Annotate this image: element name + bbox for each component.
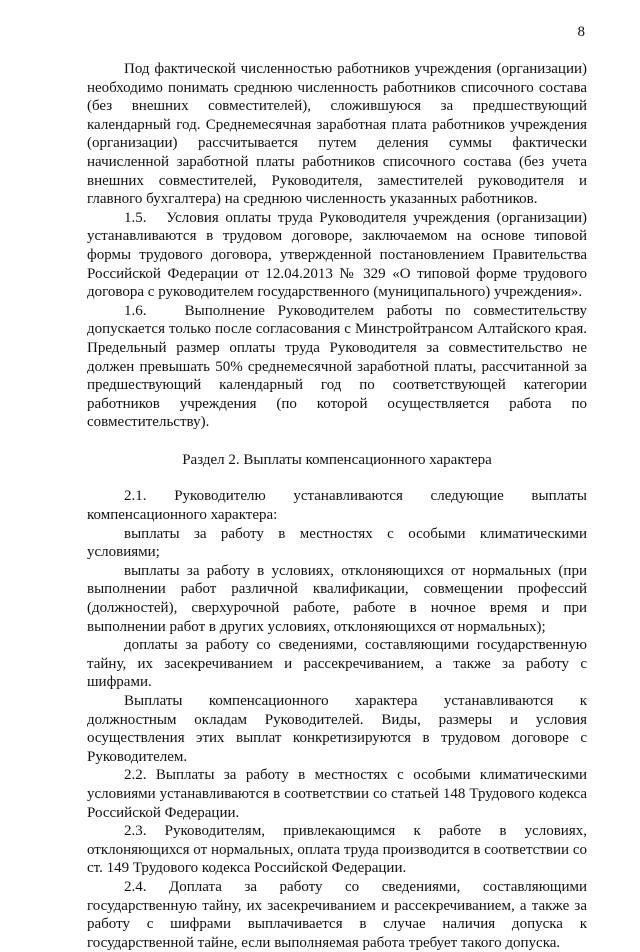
- paragraph-2-1: 2.1. Руководителю устанавливаются следующие выплаты компенсационного характера:: [87, 488, 587, 524]
- page-number: 8: [577, 24, 585, 40]
- document-body: [87, 60, 587, 952]
- list-item-abnormal-conditions: выплаты за работу в условиях, отклоняющихся от нормальных (при выполнении работ различной квалификации, совмещении профессий (должностей), сверхурочной работе, работе в ночное время и при выполнении работ в других условиях, отклоняющихся от нормальных);: [87, 562, 587, 635]
- paragraph-2-3: 2.3. Руководителям, привлекающимся к работе в условиях, отклоняющихся от нормальных, оплата труда производится в соответствии со ст. 149 Трудового кодекса Российской Федерации.: [87, 823, 587, 877]
- paragraph-compensation-salaries: Выплаты компенсационного характера устанавливаются к должностным окладам Руководителей. Виды, размеры и условия осуществления этих выплат конкретизируются в трудовом договоре с Руководителем.: [87, 693, 587, 765]
- section-2-heading: Раздел 2. Выплаты компенсационного характера: [182, 451, 492, 468]
- list-item-climate-payments: выплаты за работу в местностях с особыми климатическими условиями;: [87, 525, 587, 561]
- paragraph-1-5: 1.5. Условия оплаты труда Руководителя учреждения (организации) устанавливаются в трудовом договоре, заключаемом на основе типовой формы трудового договора, утвержденной постановлением Правительства Российской Федерации от 12.04.2013 № 329 «О типовой форме трудового договора с руководителем государственного (муниципального) учреждения».: [87, 209, 587, 301]
- paragraph-2-2: 2.2. Выплаты за работу в местностях с особыми климатическими условиями устанавливаются в соответствии со статьей 148 Трудового кодекса Российской Федерации.: [87, 767, 587, 821]
- paragraph-2-4: 2.4. Доплата за работу со сведениями, составляющими государственную тайну, их засекречиванием и рассекречиванием, а также за работу с шифрами выплачивается в случае наличия допуска к государственной тайне, если выполняемая работа требует такого допуска.: [87, 878, 587, 951]
- list-item-state-secret: доплаты за работу со сведениями, составляющими государственную тайну, их засекречиванием и рассекречиванием, а также за работу с шифрами.: [87, 637, 587, 691]
- paragraph-1-6: 1.6. Выполнение Руководителем работы по совместительству допускается только после согласования с Минстройтрансом Алтайского края. Предельный размер оплаты труда Руководителя за совместительство не должен превышать 50% среднемесячной заработной платы, рассчитанной за предшествующий календарный год по соответствующей категории работников учреждения (по которой осуществляется работа по совместительству).: [87, 302, 587, 431]
- paragraph-average-headcount: Под фактической численностью работников учреждения (организации) необходимо понимать среднюю численность работников списочного состава (без внешних совместителей), сложившуюся за предшествующий календарный год. Среднемесячная заработная плата работников учреждения (организации) рассчитывается путем деления суммы фактически начисленной заработной платы работников списочного состава (без учета внешних совместителей, Руководителя, заместителей руководителя и главного бухгалтера) на среднюю численность указанных работников.: [87, 61, 587, 208]
